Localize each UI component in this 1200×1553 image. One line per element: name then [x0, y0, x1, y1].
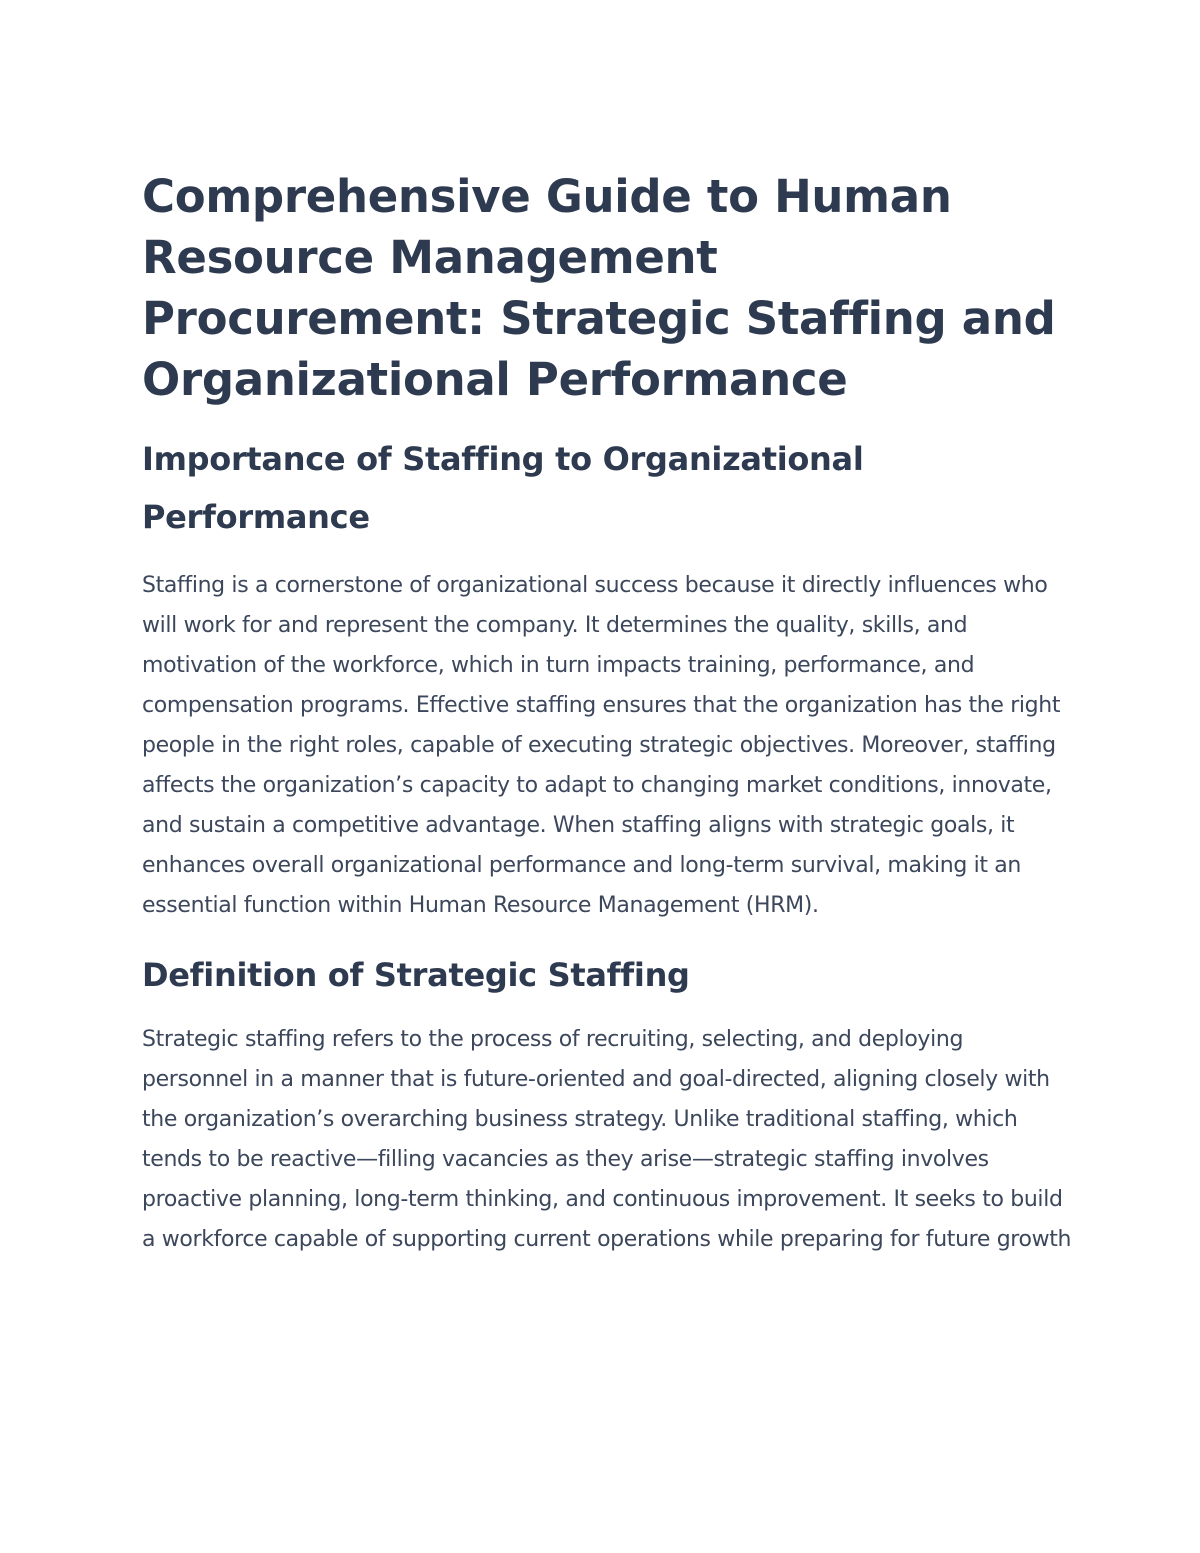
document-title: Comprehensive Guide to Human Resource Management Procurement: Strategic Staffing and Organizational Performance — [142, 170, 1056, 406]
document-content — [142, 166, 1072, 1260]
section-paragraph-strategic-staffing-definition: Strategic staffing refers to the process of recruiting, selecting, and deploying personnel in a manner that is future-oriented and goal-directed, aligning closely with the organization’s overarching business strategy. Unlike traditional staffing, which tends to be reactive—filling vacancies as they arise—strategic staffing involves proactive planning, long-term thinking, and continuous improvement. It seeks to build a workforce capable of supporting current operations while preparing for future growth — [142, 1027, 1072, 1252]
section-heading-strategic-staffing-definition: Definition of Strategic Staffing — [142, 956, 690, 994]
section-heading-staffing-importance: Importance of Staffing to Organizational Performance — [142, 440, 864, 536]
section-paragraph-staffing-importance: Staffing is a cornerstone of organizational success because it directly influences who will work for and represent the company. It determines the quality, skills, and motivation of the workforce, which in turn impacts training, performance, and compensation programs. Effective staffing ensures that the organization has the right people in the right roles, capable of executing strategic objectives. Moreover, staffing affects the organization’s capacity to adapt to changing market conditions, innovate, and sustain a competitive advantage. When staffing aligns with strategic goals, it enhances overall organizational performance and long-term survival, making it an essential function within Human Resource Management (HRM). — [142, 573, 1061, 918]
